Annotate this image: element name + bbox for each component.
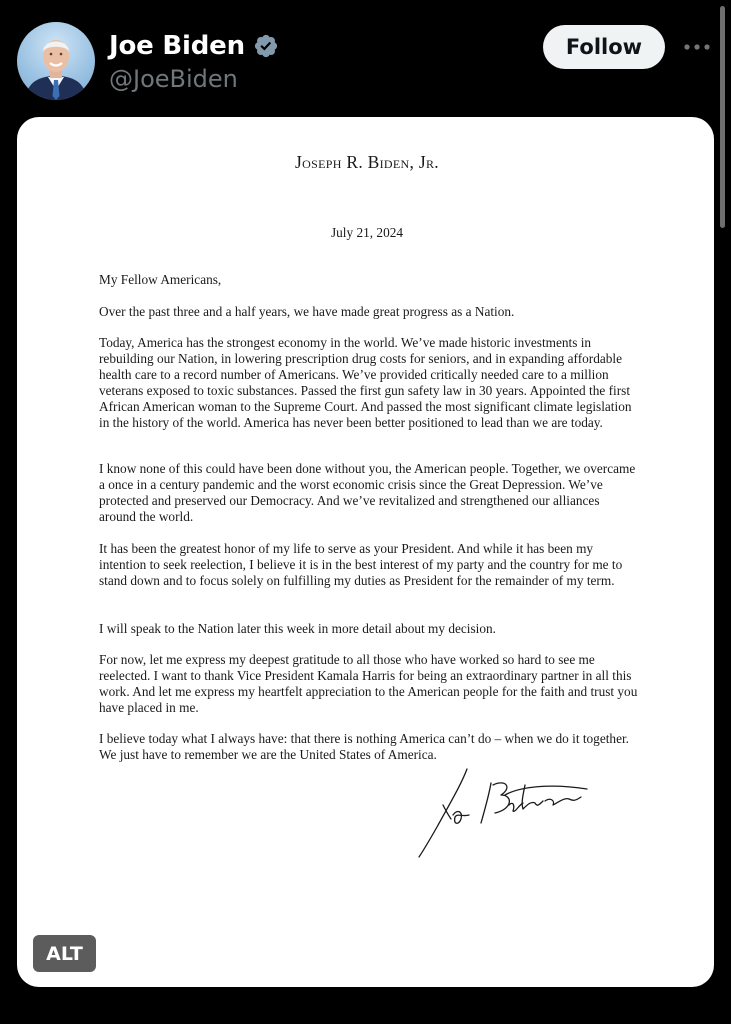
scrollbar[interactable] — [720, 6, 725, 228]
more-horizontal-icon[interactable] — [680, 30, 714, 64]
avatar[interactable] — [17, 22, 95, 100]
signature — [409, 765, 599, 865]
salutation: My Fellow Americans, — [99, 272, 222, 287]
tweet-header — [0, 0, 731, 112]
letter-paragraph: It has been the greatest honor of my life to serve as your President. And while it has been my intention to seek reelection, I believe it is in the best interest of my party and the country for me to stand down and to focus solely on fulfilling my duties as President for the remainder of my term. — [99, 541, 623, 589]
letter-paragraph: I know none of this could have been done without you, the American people. Together, we overcame a once in a century pandemic and the worst economic crisis since the Great Depression. We’ve protected and preserved our Democracy. And we’ve revitalized and strengthened our alliances around the world. — [99, 461, 636, 525]
alt-text-button[interactable]: ALT — [33, 935, 96, 972]
display-name-row — [109, 28, 279, 64]
letterhead: Joseph R. Biden, Jr. — [295, 152, 439, 172]
author-names — [109, 28, 279, 93]
avatar-photo — [17, 22, 95, 100]
letter-paragraph: Over the past three and a half years, we have made great progress as a Nation. — [99, 304, 515, 319]
letter-date: July 21, 2024 — [330, 225, 404, 240]
handle[interactable]: @JoeBiden — [109, 65, 238, 93]
display-name[interactable]: Joe Biden — [109, 31, 245, 61]
verified-badge-icon[interactable] — [253, 33, 279, 59]
follow-button[interactable]: Follow — [543, 25, 665, 69]
media-image[interactable] — [17, 117, 714, 987]
letter-paragraph: Today, America has the strongest economy in the world. We’ve made historic investments in rebuilding our Nation, in lowering prescription drug costs for seniors, and in expanding affordable health care to a record number of Americans. We’ve provided critically needed care to a million veterans exposed to toxic substances. Passed the first gun safety law in 30 years. Appointed the first African American woman to the Supreme Court. And passed the most significant climate legislation in the history of the world. America has never been better positioned to lead than we are today. — [99, 335, 632, 431]
letter-paragraph: I will speak to the Nation later this week in more detail about my decision. — [99, 621, 496, 636]
letter-paragraph: For now, let me express my deepest gratitude to all those who have worked so hard to see me reelected. I want to thank Vice President Kamala Harris for being an extraordinary partner in all this work. And let me express my heartfelt appreciation to the American people for the faith and trust you have placed in me. — [99, 652, 638, 716]
letter-paragraph: I believe today what I always have: that there is nothing America can’t do – when we do it together. We just have to remember we are the United States of America. — [99, 731, 629, 763]
